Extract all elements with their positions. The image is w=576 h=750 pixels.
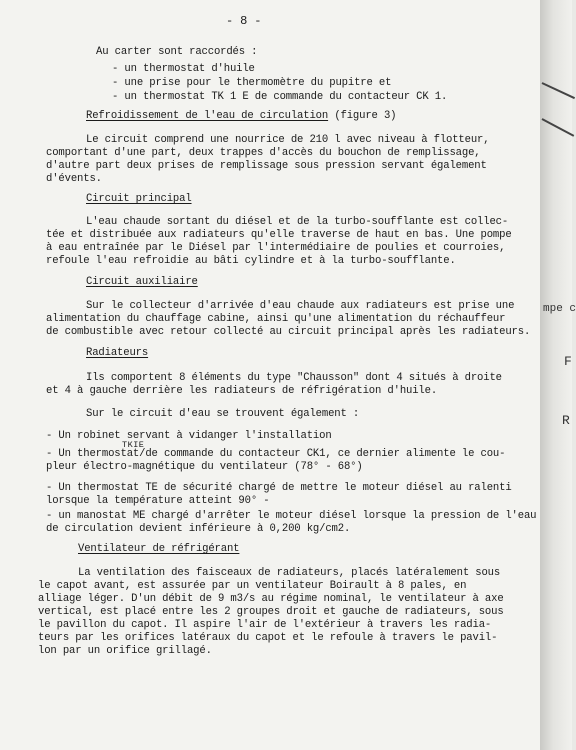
paragraph-line: tée et distribuée aux radiateurs qu'elle traverse de haut en bas. Une pompe [46, 229, 512, 241]
paragraph-line: Sur le collecteur d'arrivée d'eau chaude aux radiateurs est prise une [86, 300, 515, 312]
paragraph-line: comportant d'une part, deux trappes d'accès du bouchon de remplissage, [46, 147, 481, 159]
list-item: - Un robinet servant à vidanger l'installation [46, 430, 332, 442]
paragraph-line: refoule l'eau refroidie au bâti cylindre et à la turbo-soufflante. [46, 255, 456, 267]
section-heading-circuit-auxiliaire: Circuit auxiliaire [86, 276, 198, 288]
intro-item: - une prise pour le thermomètre du pupitre et [112, 77, 392, 89]
list-item: - Un thermostat TE de sécurité chargé de mettre le moteur diésel au ralenti [46, 482, 512, 494]
paragraph-line: le pavillon du capot. Il aspire l'air de l'extérieur à travers les radia- [38, 619, 492, 631]
next-page-edge [540, 0, 576, 750]
paragraph-line: alliage léger. D'un débit de 9 m3/s au régime nominal, le ventilateur à axe [38, 593, 504, 605]
section-heading-circuit-principal: Circuit principal [86, 193, 192, 205]
section-heading-ventilateur: Ventilateur de réfrigérant [78, 543, 240, 555]
section-heading-refroidissement [86, 110, 396, 123]
list-item-continuation: de circulation devient inférieure à 0,200 kg/cm2. [46, 523, 351, 535]
edge-fragment: F [564, 354, 572, 369]
diagram-stroke [542, 82, 575, 99]
list-item-continuation: lorsque la température atteint 90° - [46, 495, 270, 507]
paragraph-line: d'autre part deux prises de remplissage sous pression servant également [46, 160, 487, 172]
paragraph-line: Le circuit comprend une nourrice de 210 l avec niveau à flotteur, [86, 134, 490, 146]
intro-item: - un thermostat TK 1 E de commande du contacteur CK 1. [112, 91, 448, 103]
handwritten-annotation: TKIE [122, 440, 145, 450]
paragraph-line: Sur le circuit d'eau se trouvent également : [86, 408, 360, 420]
paragraph-line: à eau entraînée par le Diésel par l'intermédiaire de poulies et courroies, [46, 242, 506, 254]
edge-fragment: R [562, 413, 570, 428]
paragraph-line: d'évents. [46, 173, 102, 185]
list-item: - Un thermostat/de commande du contacteur CK1, ce dernier alimente le cou- [46, 448, 506, 460]
diagram-stroke [542, 118, 575, 137]
page-number: - 8 - [226, 14, 262, 28]
paragraph-line: L'eau chaude sortant du diésel et de la turbo-soufflante est collec- [86, 216, 509, 228]
intro-line: Au carter sont raccordés : [96, 46, 258, 58]
heading-text: Refroidissement de l'eau de circulation [86, 110, 329, 122]
paragraph-line: le capot avant, est assurée par un ventilateur Boirault à 8 pales, en [38, 580, 467, 592]
section-heading-radiateurs: Radiateurs [86, 347, 149, 359]
edge-fragment: mpe c [543, 303, 576, 315]
paragraph-line: alimentation du chauffage cabine, ainsi qu'une alimentation du réchauffeur [46, 313, 506, 325]
intro-item: - un thermostat d'huile [112, 63, 255, 75]
paragraph-line: et 4 à gauche derrière les radiateurs de réfrigération d'huile. [46, 385, 438, 397]
list-item-continuation: pleur électro-magnétique du ventilateur (78° - 68°) [46, 461, 363, 473]
paragraph-line: La ventilation des faisceaux de radiateurs, placés latéralement sous [78, 567, 501, 579]
paragraph-line: teurs par les orifices latéraux du capot et le refoule à travers le pavil- [38, 632, 498, 644]
paragraph-line: vertical, est placé entre les 2 groupes droit et gauche de radiateurs, sous [38, 606, 504, 618]
paragraph-line: lon par un orifice grillagé. [38, 645, 212, 657]
paragraph-line: de combustible avec retour collecté au circuit principal après les radiateurs. [46, 326, 531, 338]
list-item: - un manostat ME chargé d'arrêter le moteur diésel lorsque la pression de l'eau [46, 510, 537, 522]
figure-reference: (figure 3) [334, 110, 397, 122]
paragraph-line: Ils comportent 8 éléments du type "Chausson" dont 4 situés à droite [86, 372, 502, 384]
